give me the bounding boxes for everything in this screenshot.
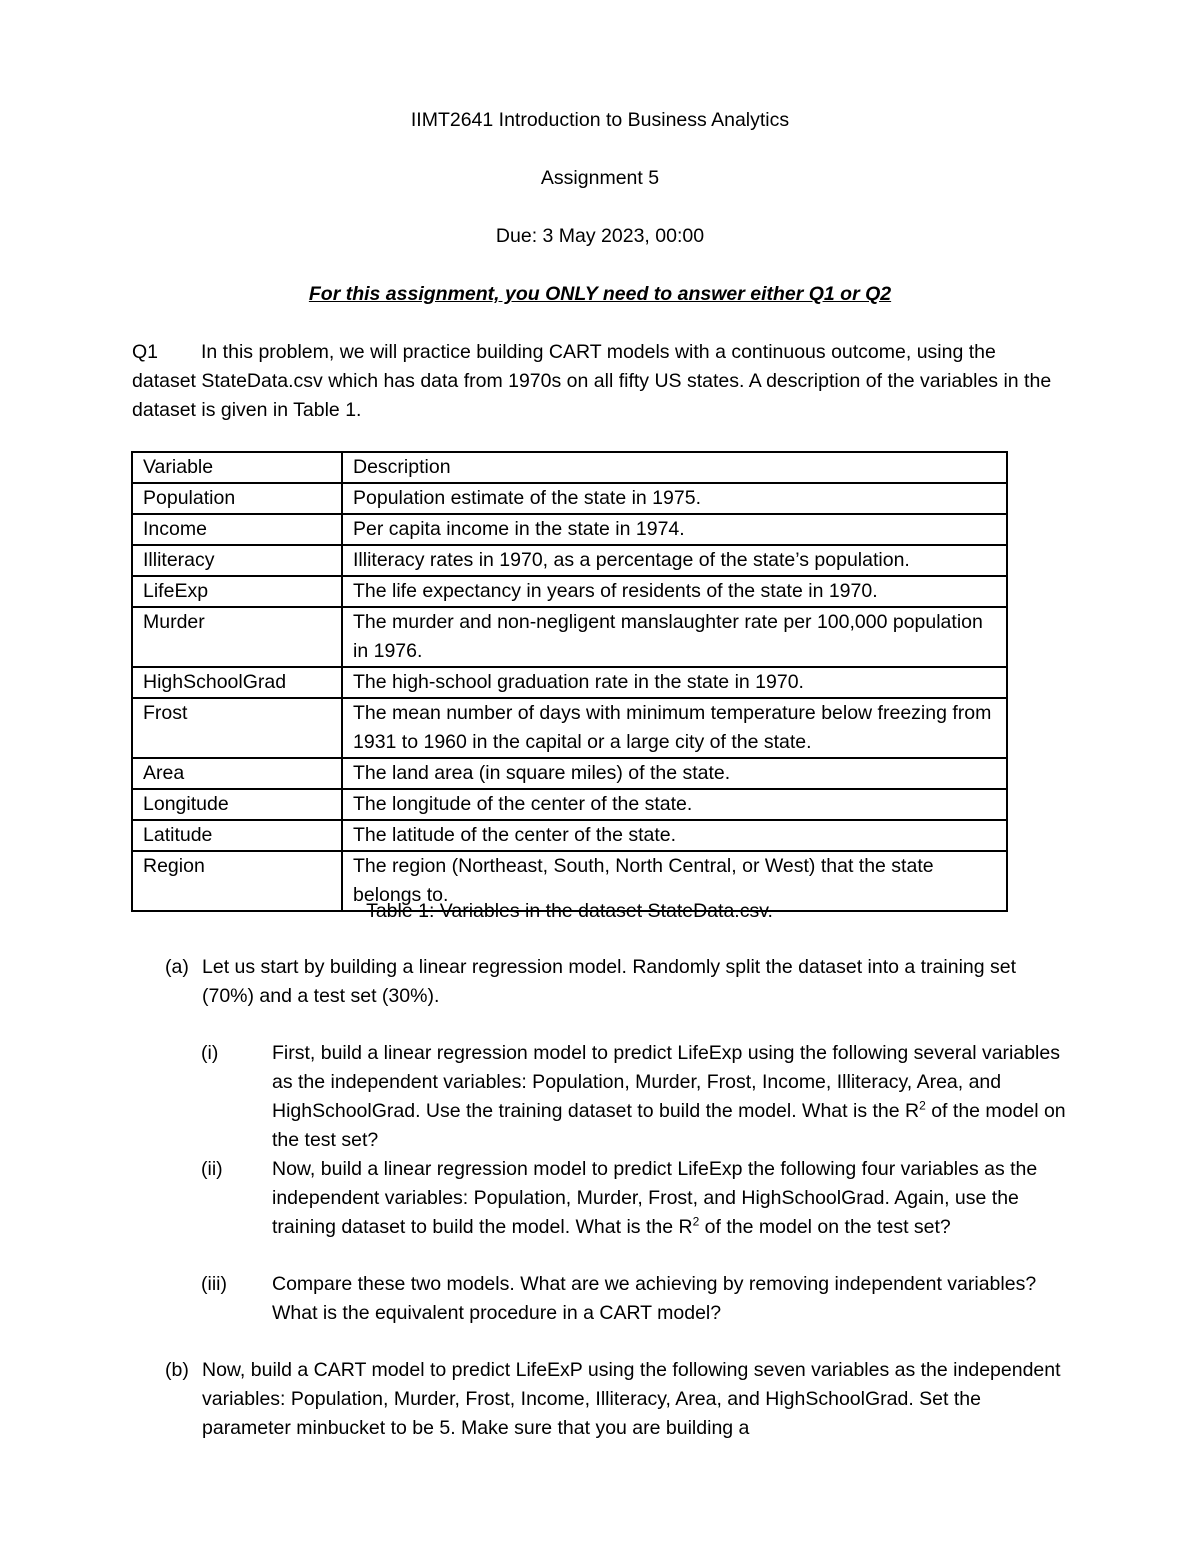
part-a-iii-text (272, 1270, 1042, 1328)
table-row (132, 820, 1007, 851)
part-a-ii-text-before: Now, build a linear regression model to predict LifeExp the following four variables as the independent variables: Population, Murder, Frost, and HighSchoolGrad. Again, use the training dataset to build the model. What is the R (272, 1158, 1038, 1238)
table-cell-variable: HighSchoolGrad (132, 667, 342, 698)
table-cell-description: The region (Northeast, South, North Central, or West) that the state belongs to. (342, 851, 1007, 911)
table-cell-variable: Longitude (132, 789, 342, 820)
table-cell-variable: Population (132, 483, 342, 514)
table-cell-description: The murder and non-negligent manslaughter rate per 100,000 population in 1976. (342, 607, 1007, 667)
assignment-instruction: For this assignment, you ONLY need to answer either Q1 or Q2 (308, 283, 892, 305)
table-cell-description: The longitude of the center of the state. (342, 789, 1007, 820)
table-header-description: Description (342, 452, 1007, 483)
table-cell-description: The life expectancy in years of residents of the state in 1970. (342, 576, 1007, 607)
part-a-ii-text-after: of the model on the test set? (699, 1216, 951, 1238)
table-cell-description: The mean number of days with minimum temperature below freezing from 1931 to 1960 in the capital or a large city of the state. (342, 698, 1007, 758)
course-title: IIMT2641 Introduction to Business Analytics (410, 109, 790, 131)
table-cell-variable: Frost (132, 698, 342, 758)
part-a-i-superscript: 2 (919, 1098, 926, 1113)
table-cell-variable: LifeExp (132, 576, 342, 607)
table-caption: Table 1: Variables in the dataset StateData.csv. (366, 900, 773, 922)
table-cell-description: Per capita income in the state in 1974. (342, 514, 1007, 545)
table-header-variable: Variable (132, 452, 342, 483)
part-a-ii-superscript: 2 (692, 1214, 700, 1229)
q1-text: In this problem, we will practice building CART models with a continuous outcome, using the dataset StateData.csv which has data from 1970s on all fifty US states. A description of the variables in the dataset is given in Table 1. (132, 341, 1052, 421)
table-row (132, 789, 1007, 820)
table-cell-description: The latitude of the center of the state. (342, 820, 1007, 851)
part-a-iii-label: (iii) (201, 1273, 227, 1295)
part-b-label: (b) (165, 1359, 189, 1381)
due-date: Due: 3 May 2023, 00:00 (495, 225, 705, 247)
table-row (132, 698, 1007, 758)
part-a-ii-text (272, 1155, 1072, 1242)
variables-table (131, 451, 1008, 912)
part-a-i-text (272, 1039, 1072, 1155)
table-row (132, 758, 1007, 789)
q1-paragraph (132, 338, 1062, 425)
table-cell-variable: Income (132, 514, 342, 545)
table-cell-description: Population estimate of the state in 1975. (342, 483, 1007, 514)
part-a-text: Let us start by building a linear regression model. Randomly split the dataset into a training set (70%) and a test set (30%). (202, 956, 1017, 1007)
part-a-i-text-before: First, build a linear regression model to predict LifeExp using the following several variables as the independent variables: Population, Murder, Frost, Income, Illiteracy, Area, and HighSchoolGrad. Use the training dataset to build the model. What is the R (272, 1042, 1060, 1122)
part-a-i-label: (i) (201, 1042, 219, 1064)
table-cell-variable: Latitude (132, 820, 342, 851)
table-cell-description: The high-school graduation rate in the state in 1970. (342, 667, 1007, 698)
part-b-text: Now, build a CART model to predict LifeExP using the following seven variables as the independent variables: Population, Murder, Frost, Income, Illiteracy, Area, and HighSchoolGrad. Set the parameter minbucket to be 5. Make sure that you are building a (202, 1359, 1061, 1439)
part-a-ii-label: (ii) (201, 1158, 223, 1180)
assignment-title: Assignment 5 (540, 167, 660, 189)
q1-label: Q1 (132, 341, 159, 363)
part-a-iii-text-before: Compare these two models. What are we achieving by removing independent variables? What is the equivalent procedure in a CART model? (272, 1273, 1037, 1324)
table-row (132, 667, 1007, 698)
table-cell-description: The land area (in square miles) of the state. (342, 758, 1007, 789)
table-header-row (132, 452, 1007, 483)
table-row (132, 576, 1007, 607)
table-cell-variable: Murder (132, 607, 342, 667)
table-cell-variable: Region (132, 851, 342, 911)
part-a-i-text-after: of the model on the test set? (272, 1100, 1066, 1151)
table-cell-variable: Illiteracy (132, 545, 342, 576)
part-a-label: (a) (165, 956, 189, 978)
table-cell-description: Illiteracy rates in 1970, as a percentage of the state’s population. (342, 545, 1007, 576)
table-row (132, 514, 1007, 545)
table-row (132, 607, 1007, 667)
table-cell-variable: Area (132, 758, 342, 789)
table-row (132, 545, 1007, 576)
table-row (132, 483, 1007, 514)
